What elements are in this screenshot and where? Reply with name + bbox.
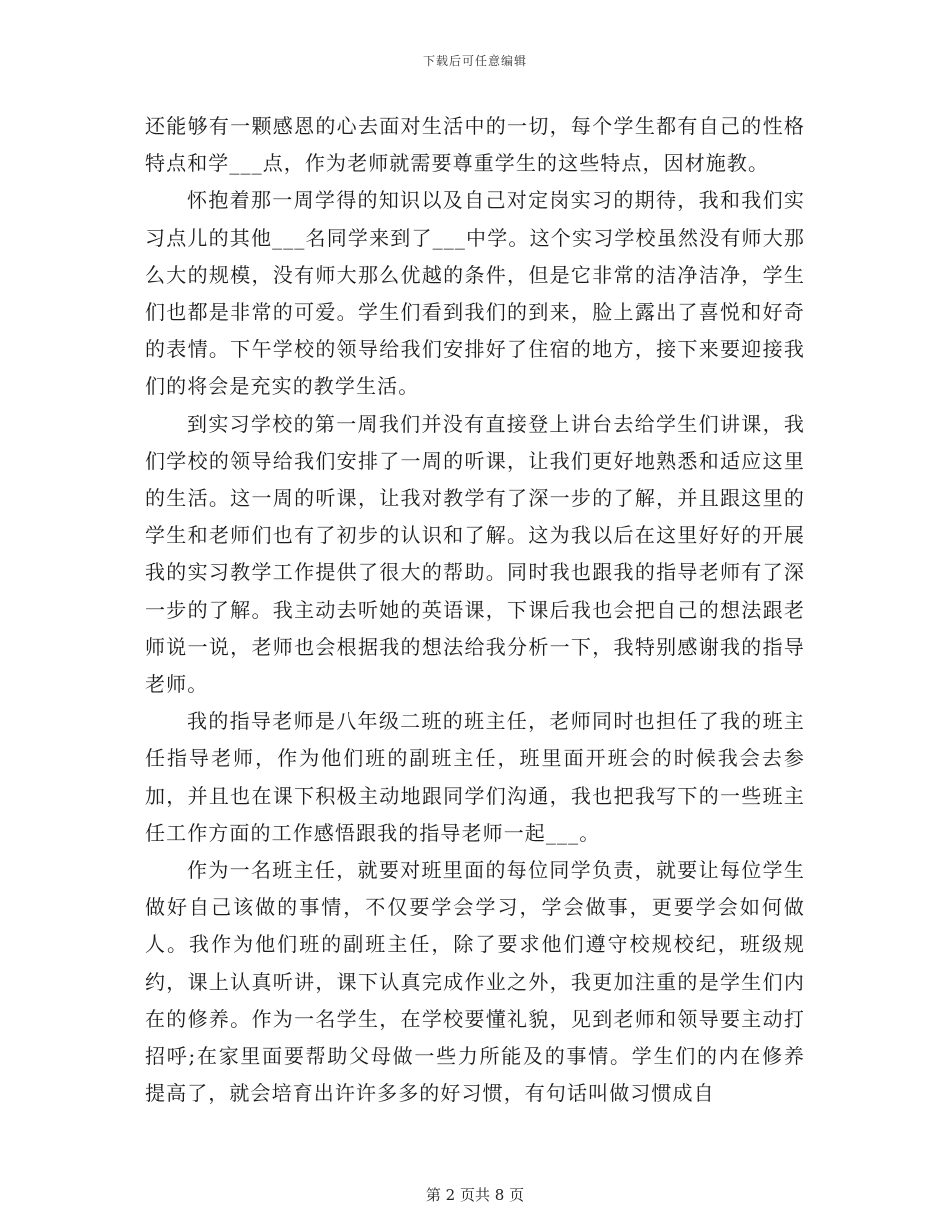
paragraph-1: 还能够有一颗感恩的心去面对生活中的一切，每个学生都有自己的性格特点和学___点，作为老师就需要尊重学生的这些特点，因材施教。 — [145, 114, 805, 176]
paragraph-2: 怀抱着那一周学得的知识以及自己对定岗实习的期待，我和我们实习点儿的其他___名同学来到了___中学。这个实习学校虽然没有师大那么大的规模，没有师大那么优越的条件，但是它非常的洁净洁净，学生们也都是非常的可爱。学生们看到我们的到来，脸上露出了喜悦和好奇的表情。下午学校的领导给我们安排好了住宿的地方，接下来要迎接我们的将会是充实的教学生活。 — [145, 188, 805, 399]
paragraph-5: 作为一名班主任，就要对班里面的每位同学负责，就要让每位学生做好自己该做的事情，不仅要学会学习，学会做事，更要学会如何做人。我作为他们班的副班主任，除了要求他们遵守校规校纪，班级规约，课上认真听讲，课下认真完成作业之外，我更加注重的是学生们内在的修养。作为一名学生，在学校要懂礼貌，见到老师和领导要主动打招呼;在家里面要帮助父母做一些力所能及的事情。学生们的内在修养提高了，就会培育出许许多多的好习惯，有句话叫做习惯成自 — [145, 858, 805, 1106]
page-footer: 第 2 页共 8 页 — [425, 1186, 525, 1204]
paragraph-3: 到实习学校的第一周我们并没有直接登上讲台去给学生们讲课，我们学校的领导给我们安排了一周的听课，让我们更好地熟悉和适应这里的生活。这一周的听课，让我对教学有了深一步的了解，并且跟这里的学生和老师们也有了初步的认识和了解。这为我以后在这里好好的开展我的实习教学工作提供了很大的帮助。同时我也跟我的指导老师有了深一步的了解。我主动去听她的英语课，下课后我也会把自己的想法跟老师说一说，老师也会根据我的想法给我分析一下，我特别感谢我的指导老师。 — [145, 411, 805, 697]
document-body — [145, 108, 805, 1112]
paragraph-4: 我的指导老师是八年级二班的班主任，老师同时也担任了我的班主任指导老师，作为他们班的副班主任，班里面开班会的时候我会去参加，并且也在课下积极主动地跟同学们沟通，我也把我写下的一些班主任工作方面的工作感悟跟我的指导老师一起___。 — [145, 709, 805, 845]
page-header: 下载后可任意编辑 — [422, 54, 527, 68]
